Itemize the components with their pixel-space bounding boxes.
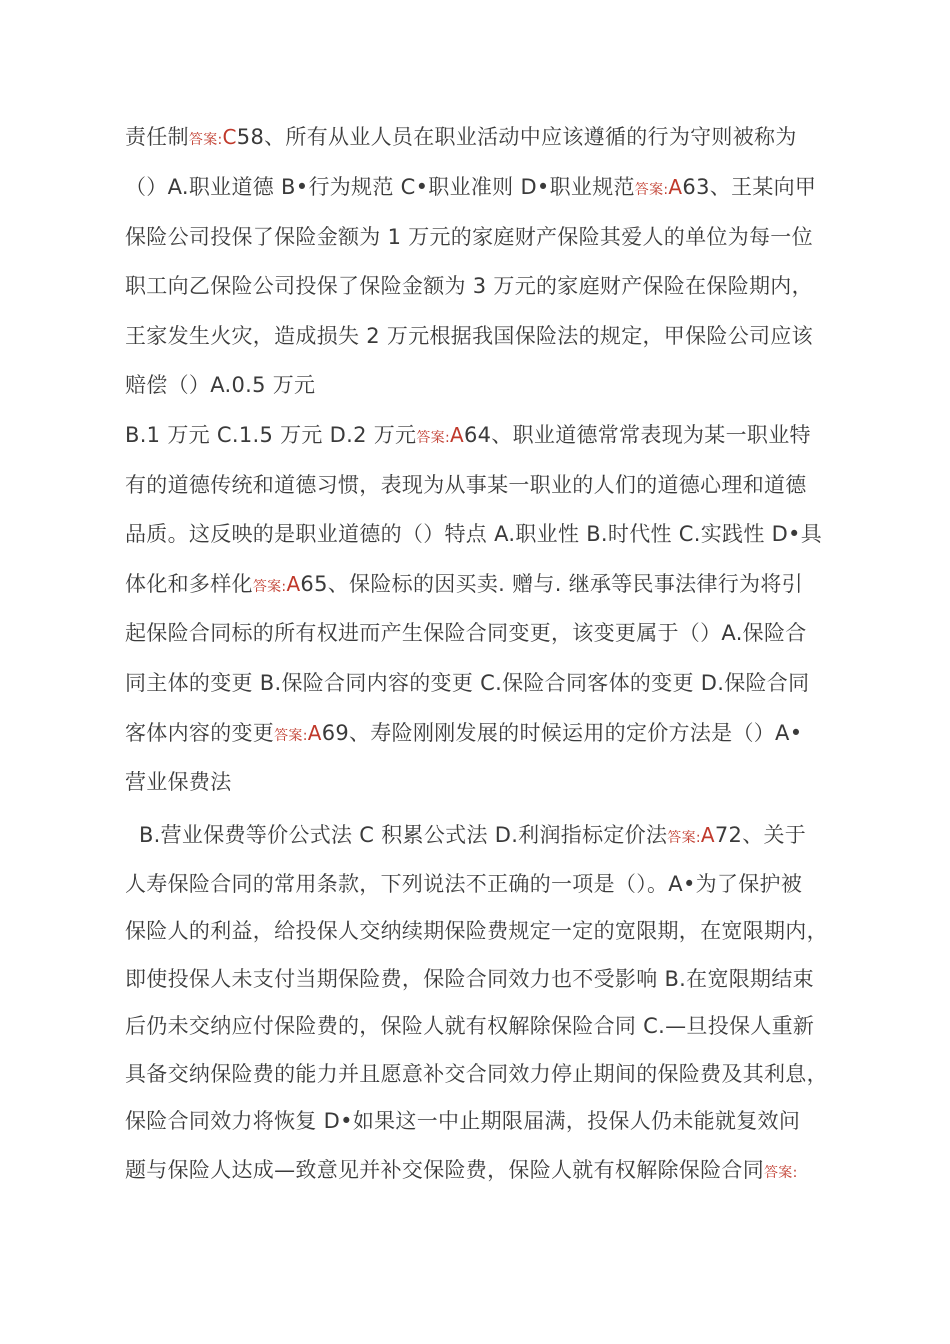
answer-letter: A	[668, 175, 683, 199]
answer-letter: A	[286, 572, 301, 596]
answer-letter: A	[700, 823, 715, 847]
text-line: 具备交纳保险费的能力并且愿意补交合同效力停止期间的保险费及其利息，	[125, 1062, 828, 1086]
text-line: 起保险合同标的所有权进而产生保险合同变更，该变更属于（）A.保险合	[125, 621, 807, 645]
answer-letter: A	[450, 423, 464, 447]
text-line: 责任制答案:C58、所有从业人员在职业活动中应该遵循的行为守则被称为	[125, 125, 797, 149]
text-line: 客体内容的变更答案:A69、寿险刚刚发展的时候运用的定价方法是（）A•	[125, 721, 803, 745]
text-line: B.1 万元 C.1.5 万元 D.2 万元答案:A64、职业道德常常表现为某一职业特	[125, 423, 811, 447]
text-line: 保险人的利益，给投保人交纳续期保险费规定一定的宽限期，在宽限期内，	[125, 919, 828, 943]
text-line: 王家发生火灾，造成损失 2 万元根据我国保险法的规定，甲保险公司应该	[125, 324, 813, 348]
answer-tag: 答案:	[634, 182, 669, 198]
text-line: 有的道德传统和道德习惯，表现为从事某一职业的人们的道德心理和道德	[125, 473, 807, 497]
text-line: 后仍未交纳应付保险费的，保险人就有权解除保险合同 C.—旦投保人重新	[125, 1014, 815, 1038]
text-line: 职工向乙保险公司投保了保险金额为 3 万元的家庭财产保险在保险期内，	[125, 274, 813, 298]
answer-tag: 答案:	[416, 430, 450, 446]
text-line: （）A.职业道德 B•行为规范 C•职业准则 D•职业规范答案:A63、王某向甲	[125, 175, 817, 199]
answer-letter: A	[307, 721, 322, 745]
text-line: 即使投保人未支付当期保险费，保险合同效力也不受影响 B.在宽限期结束	[125, 967, 814, 991]
text-line: 人寿保险合同的常用条款，下列说法不正确的一项是（）。A•为了保护被	[125, 872, 803, 896]
text-line: 题与保险人达成—致意见并补交保险费，保险人就有权解除保险合同答案:	[125, 1158, 798, 1182]
answer-tag: 答案:	[188, 132, 223, 148]
answer-tag: 答案:	[667, 830, 701, 846]
text-line: 体化和多样化答案:A65、保险标的因买卖. 赠与. 继承等民事法律行为将引	[125, 572, 803, 596]
answer-tag: 答案:	[764, 1165, 798, 1181]
text-line: B.营业保费等价公式法 C 积累公式法 D.利润指标定价法答案:A72、关于	[125, 823, 807, 847]
text-line: 赔偿（）A.0.5 万元	[125, 373, 316, 397]
answer-letter: C	[222, 125, 237, 149]
answer-tag: 答案:	[252, 579, 287, 595]
text-line: 品质。这反映的是职业道德的（）特点 A.职业性 B.时代性 C.实践性 D•具	[125, 522, 823, 546]
text-line: 同主体的变更 B.保险合同内容的变更 C.保险合同客体的变更 D.保险合同	[125, 671, 810, 695]
text-line: 保险公司投保了保险金额为 1 万元的家庭财产保险其爱人的单位为每一位	[125, 225, 813, 249]
text-line: 保险合同效力将恢复 D•如果这一中止期限届满，投保人仍未能就复效问	[125, 1109, 801, 1133]
text-line: 营业保费法	[125, 770, 232, 794]
answer-tag: 答案:	[274, 728, 308, 744]
